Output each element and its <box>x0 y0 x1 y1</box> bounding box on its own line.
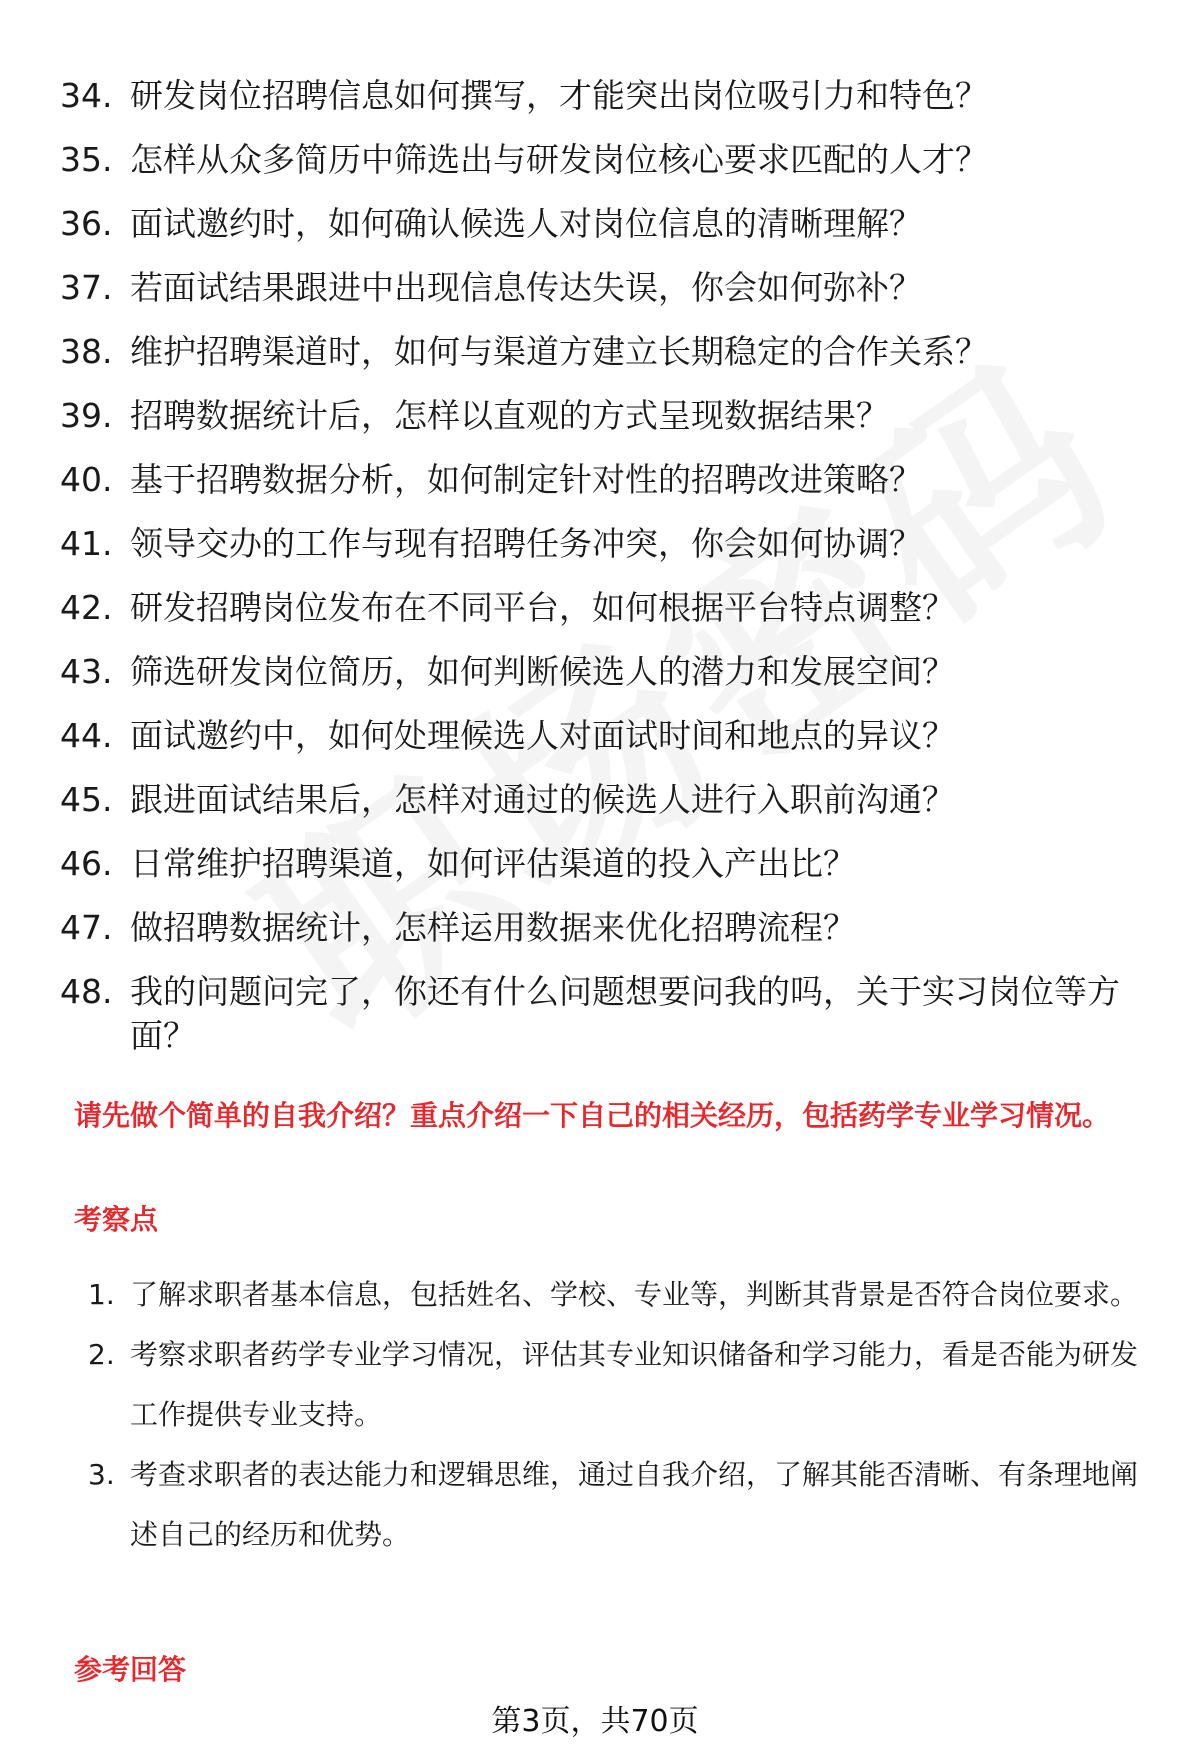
question-item <box>60 586 1155 630</box>
point-text: 了解求职者基本信息，包括姓名、学校、专业等，判断其背景是否符合岗位要求。 <box>130 1278 1139 1311</box>
question-number: 37. <box>60 268 113 307</box>
question-number: 48. <box>60 972 113 1011</box>
cankao-label: 参考回答 <box>74 1653 187 1686</box>
question-item <box>60 330 1155 374</box>
question-item <box>60 650 1155 694</box>
question-number: 39. <box>60 396 113 435</box>
section-question: 请先做个简单的自我介绍？重点介绍一下自己的相关经历，包括药学专业学习情况。 <box>74 1099 1111 1132</box>
question-number: 41. <box>60 524 113 563</box>
point-text: 考查求职者的表达能力和逻辑思维，通过自我介绍，了解其能否清晰、有条理地阐述自己的经历和优势。 <box>130 1458 1139 1551</box>
point-number: 3. <box>88 1458 115 1491</box>
question-item <box>60 714 1155 758</box>
question-item <box>60 138 1155 182</box>
question-text: 我的问题问完了，你还有什么问题想要问我的吗，关于实习岗位等方面？ <box>130 972 1120 1055</box>
question-text: 维护招聘渠道时，如何与渠道方建立长期稳定的合作关系？ <box>130 332 988 371</box>
point-number: 1. <box>88 1278 115 1311</box>
question-number: 47. <box>60 908 113 947</box>
question-number: 44. <box>60 716 113 755</box>
question-text: 跟进面试结果后，怎样对通过的候选人进行入职前沟通？ <box>130 780 955 819</box>
question-text: 研发招聘岗位发布在不同平台，如何根据平台特点调整？ <box>130 588 955 627</box>
question-item <box>60 778 1155 822</box>
question-text: 若面试结果跟进中出现信息传达失误，你会如何弥补？ <box>130 268 922 307</box>
question-text: 研发岗位招聘信息如何撰写，才能突出岗位吸引力和特色？ <box>130 76 988 115</box>
question-text: 招聘数据统计后，怎样以直观的方式呈现数据结果？ <box>130 396 889 435</box>
question-text: 日常维护招聘渠道，如何评估渠道的投入产出比？ <box>130 844 856 883</box>
question-item <box>60 458 1155 502</box>
question-text: 筛选研发岗位简历，如何判断候选人的潜力和发展空间？ <box>130 652 955 691</box>
question-number: 35. <box>60 140 113 179</box>
question-item <box>60 906 1155 950</box>
page-footer: 第3页，共70页 <box>491 1704 699 1739</box>
kaochadian-label: 考察点 <box>74 1203 159 1236</box>
question-item <box>60 266 1155 310</box>
question-list <box>60 74 1155 1078</box>
question-text: 做招聘数据统计，怎样运用数据来优化招聘流程？ <box>130 908 856 947</box>
question-item <box>60 522 1155 566</box>
question-text: 面试邀约时，如何确认候选人对岗位信息的清晰理解？ <box>130 204 922 243</box>
question-item <box>60 74 1155 118</box>
question-number: 46. <box>60 844 113 883</box>
point-item <box>88 1445 1160 1565</box>
question-number: 34. <box>60 76 113 115</box>
question-text: 怎样从众多简历中筛选出与研发岗位核心要求匹配的人才？ <box>130 140 988 179</box>
question-item <box>60 842 1155 886</box>
point-number: 2. <box>88 1338 115 1371</box>
point-item <box>88 1325 1160 1445</box>
question-number: 38. <box>60 332 113 371</box>
question-number: 40. <box>60 460 113 499</box>
point-text: 考察求职者药学专业学习情况，评估其专业知识储备和学习能力，看是否能为研发工作提供专业支持。 <box>130 1338 1139 1431</box>
points-list <box>88 1265 1160 1565</box>
question-item <box>60 970 1155 1058</box>
question-item <box>60 202 1155 246</box>
question-item <box>60 394 1155 438</box>
question-number: 36. <box>60 204 113 243</box>
question-text: 基于招聘数据分析，如何制定针对性的招聘改进策略？ <box>130 460 922 499</box>
question-number: 42. <box>60 588 113 627</box>
question-number: 45. <box>60 780 113 819</box>
question-text: 领导交办的工作与现有招聘任务冲突，你会如何协调？ <box>130 524 922 563</box>
question-text: 面试邀约中，如何处理候选人对面试时间和地点的异议？ <box>130 716 955 755</box>
question-number: 43. <box>60 652 113 691</box>
point-item <box>88 1265 1160 1325</box>
